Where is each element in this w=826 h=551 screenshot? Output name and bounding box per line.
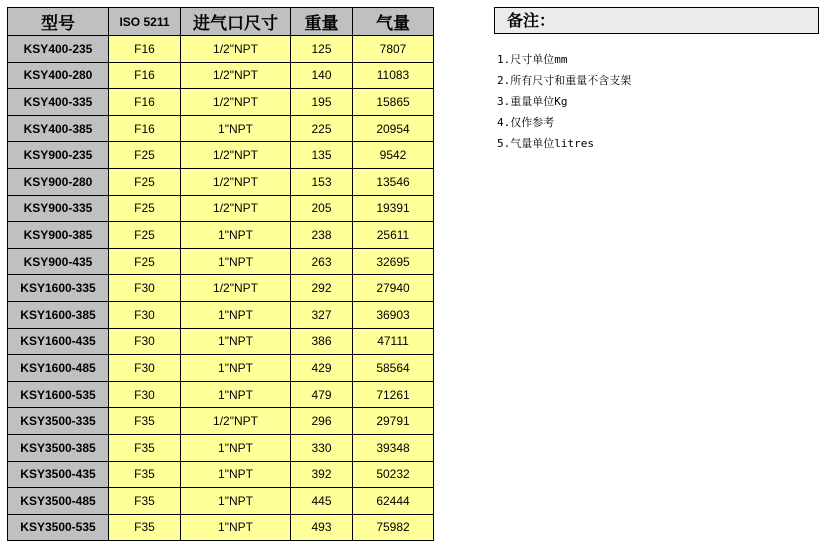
cell-model: KSY400-235: [8, 36, 109, 63]
table-row: [8, 301, 434, 328]
cell-iso: F30: [109, 328, 181, 355]
cell-inlet-size: 1/2"NPT: [181, 275, 291, 302]
cell-weight: 153: [291, 168, 353, 195]
cell-air-volume: 58564: [353, 355, 434, 382]
cell-weight: 238: [291, 222, 353, 249]
cell-iso: F25: [109, 222, 181, 249]
cell-iso: F35: [109, 514, 181, 541]
cell-model: KSY3500-335: [8, 408, 109, 435]
header-inlet-size: 进气口尺寸: [181, 8, 291, 36]
notes-title: 备注：: [494, 7, 819, 34]
cell-air-volume: 75982: [353, 514, 434, 541]
cell-weight: 296: [291, 408, 353, 435]
cell-air-volume: 13546: [353, 168, 434, 195]
cell-inlet-size: 1"NPT: [181, 381, 291, 408]
cell-model: KSY3500-535: [8, 514, 109, 541]
spec-table-header: [8, 8, 434, 36]
cell-weight: 263: [291, 248, 353, 275]
cell-air-volume: 25611: [353, 222, 434, 249]
table-row: [8, 381, 434, 408]
table-row: [8, 115, 434, 142]
cell-weight: 479: [291, 381, 353, 408]
cell-iso: F35: [109, 434, 181, 461]
cell-weight: 195: [291, 89, 353, 116]
cell-iso: F25: [109, 248, 181, 275]
cell-air-volume: 36903: [353, 301, 434, 328]
cell-air-volume: 15865: [353, 89, 434, 116]
cell-inlet-size: 1/2"NPT: [181, 408, 291, 435]
cell-weight: 225: [291, 115, 353, 142]
cell-inlet-size: 1"NPT: [181, 222, 291, 249]
cell-air-volume: 11083: [353, 62, 434, 89]
table-row: [8, 195, 434, 222]
cell-iso: F16: [109, 62, 181, 89]
cell-model: KSY1600-435: [8, 328, 109, 355]
cell-inlet-size: 1"NPT: [181, 461, 291, 488]
cell-weight: 125: [291, 36, 353, 63]
cell-inlet-size: 1"NPT: [181, 514, 291, 541]
cell-air-volume: 62444: [353, 488, 434, 515]
cell-air-volume: 32695: [353, 248, 434, 275]
table-row: [8, 89, 434, 116]
cell-inlet-size: 1"NPT: [181, 248, 291, 275]
header-row: [8, 8, 434, 36]
note-item: 3.重量单位Kg: [497, 95, 568, 108]
table-row: [8, 36, 434, 63]
table-row: [8, 142, 434, 169]
table-row: [8, 488, 434, 515]
cell-air-volume: 47111: [353, 328, 434, 355]
cell-weight: 140: [291, 62, 353, 89]
cell-model: KSY900-280: [8, 168, 109, 195]
cell-weight: 292: [291, 275, 353, 302]
cell-weight: 205: [291, 195, 353, 222]
cell-inlet-size: 1"NPT: [181, 301, 291, 328]
note-item: 5.气量单位litres: [497, 137, 594, 150]
cell-air-volume: 39348: [353, 434, 434, 461]
cell-inlet-size: 1/2"NPT: [181, 195, 291, 222]
cell-iso: F35: [109, 488, 181, 515]
cell-air-volume: 19391: [353, 195, 434, 222]
table-row: [8, 168, 434, 195]
cell-model: KSY1600-385: [8, 301, 109, 328]
cell-inlet-size: 1/2"NPT: [181, 36, 291, 63]
spec-table-body: [8, 36, 434, 541]
cell-weight: 429: [291, 355, 353, 382]
cell-air-volume: 20954: [353, 115, 434, 142]
cell-inlet-size: 1/2"NPT: [181, 62, 291, 89]
spec-table: [7, 7, 434, 541]
header-iso: ISO 5211: [109, 8, 181, 36]
cell-iso: F30: [109, 301, 181, 328]
cell-inlet-size: 1"NPT: [181, 488, 291, 515]
cell-iso: F16: [109, 89, 181, 116]
cell-inlet-size: 1/2"NPT: [181, 142, 291, 169]
table-row: [8, 222, 434, 249]
cell-model: KSY400-385: [8, 115, 109, 142]
cell-model: KSY3500-435: [8, 461, 109, 488]
table-row: [8, 461, 434, 488]
cell-iso: F25: [109, 168, 181, 195]
header-air-volume: 气量: [353, 8, 434, 36]
cell-model: KSY900-435: [8, 248, 109, 275]
table-row: [8, 355, 434, 382]
cell-weight: 327: [291, 301, 353, 328]
table-row: [8, 62, 434, 89]
notes-list: [497, 53, 631, 158]
cell-weight: 445: [291, 488, 353, 515]
cell-model: KSY400-280: [8, 62, 109, 89]
cell-iso: F25: [109, 195, 181, 222]
cell-model: KSY1600-335: [8, 275, 109, 302]
cell-weight: 135: [291, 142, 353, 169]
cell-model: KSY400-335: [8, 89, 109, 116]
header-model: 型号: [8, 8, 109, 36]
cell-inlet-size: 1"NPT: [181, 328, 291, 355]
cell-air-volume: 50232: [353, 461, 434, 488]
cell-model: KSY1600-535: [8, 381, 109, 408]
cell-model: KSY1600-485: [8, 355, 109, 382]
header-weight: 重量: [291, 8, 353, 36]
cell-air-volume: 7807: [353, 36, 434, 63]
cell-iso: F30: [109, 381, 181, 408]
cell-weight: 386: [291, 328, 353, 355]
cell-inlet-size: 1"NPT: [181, 434, 291, 461]
cell-model: KSY900-235: [8, 142, 109, 169]
table-row: [8, 328, 434, 355]
cell-inlet-size: 1/2"NPT: [181, 89, 291, 116]
table-row: [8, 434, 434, 461]
table-row: [8, 514, 434, 541]
cell-inlet-size: 1"NPT: [181, 355, 291, 382]
cell-inlet-size: 1/2"NPT: [181, 168, 291, 195]
cell-air-volume: 29791: [353, 408, 434, 435]
table-row: [8, 248, 434, 275]
table-row: [8, 408, 434, 435]
cell-iso: F30: [109, 275, 181, 302]
cell-model: KSY900-385: [8, 222, 109, 249]
cell-model: KSY3500-485: [8, 488, 109, 515]
note-item: 4.仅作参考: [497, 116, 555, 129]
cell-air-volume: 27940: [353, 275, 434, 302]
cell-iso: F16: [109, 115, 181, 142]
cell-weight: 392: [291, 461, 353, 488]
cell-iso: F35: [109, 408, 181, 435]
note-item: 1.尺寸单位mm: [497, 53, 568, 66]
cell-weight: 330: [291, 434, 353, 461]
cell-air-volume: 9542: [353, 142, 434, 169]
cell-iso: F25: [109, 142, 181, 169]
cell-weight: 493: [291, 514, 353, 541]
cell-iso: F35: [109, 461, 181, 488]
table-row: [8, 275, 434, 302]
cell-iso: F30: [109, 355, 181, 382]
note-item: 2.所有尺寸和重量不含支架: [497, 74, 632, 87]
cell-iso: F16: [109, 36, 181, 63]
cell-model: KSY3500-385: [8, 434, 109, 461]
cell-air-volume: 71261: [353, 381, 434, 408]
cell-model: KSY900-335: [8, 195, 109, 222]
cell-inlet-size: 1"NPT: [181, 115, 291, 142]
